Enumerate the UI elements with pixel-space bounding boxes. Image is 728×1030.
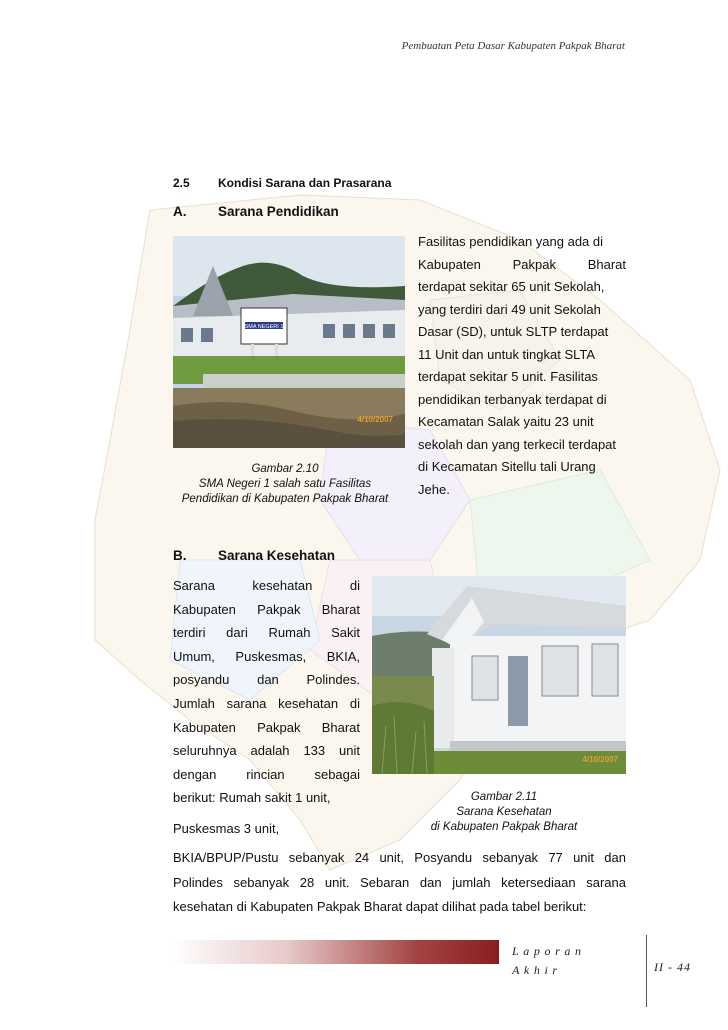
paragraph-line: terdiri dari Rumah Sakit [173, 625, 360, 641]
health-paragraph-tail [173, 818, 360, 841]
health-photo-date: 4/10/2007 [582, 755, 618, 764]
page-number: II - 44 [654, 960, 691, 974]
paragraph-line: Kabupaten Pakpak Bharat [173, 719, 360, 735]
section-title: Kondisi Sarana dan Prasarana [218, 176, 392, 190]
paragraph-line: terdapat sekitar 65 unit Sekolah, [418, 279, 605, 294]
subsection-b-letter: B. [173, 548, 187, 563]
paragraph-line: dengan rincian sebagai [173, 766, 360, 782]
figure-2-11-caption [410, 790, 598, 835]
footer-report-title: Laporan Akhir [512, 944, 586, 977]
running-header: Pembuatan Peta Dasar Kabupaten Pakpak Bharat [401, 40, 625, 52]
health-summary-paragraph: BKIA/BPUP/Pustu sebanyak 24 unit, Posyandu sebanyak 77 unit dan Polindes sebanyak 28 unit. Sebaran dan jumlah ketersediaan sarana kesehatan di Kabupaten Pakpak Bharat dapat dilihat pada tabel berikut: [173, 850, 626, 914]
caption-line: Pendidikan di Kabupaten Pakpak Bharat [181, 493, 389, 505]
caption-line: Gambar 2.10 [251, 463, 319, 475]
subsection-a-heading [173, 204, 339, 219]
paragraph-line: berikut: Rumah sakit 1 unit, [173, 790, 331, 806]
paragraph-line: Kecamatan Salak yaitu 23 unit [418, 414, 594, 429]
paragraph-line: Umum, Puskesmas, BKIA, [173, 648, 360, 664]
paragraph-line: seluruhnya adalah 133 unit [173, 743, 360, 759]
paragraph-line: pendidikan terbanyak terdapat di [418, 391, 607, 407]
subsection-a-letter: A. [173, 204, 187, 219]
paragraph-line: di Kecamatan Sitellu tali Urang [418, 459, 596, 474]
paragraph-line: Jehe. [418, 481, 450, 497]
paragraph-line: Sarana kesehatan di [173, 578, 360, 593]
paragraph-line: posyandu dan Polindes. [173, 672, 360, 688]
subsection-b-title: Sarana Kesehatan [218, 548, 336, 563]
school-photo [173, 236, 405, 448]
health-facility-photo [372, 576, 626, 774]
caption-line: Sarana Kesehatan [456, 806, 552, 818]
paragraph-line: Fasilitas pendidikan yang ada di [418, 234, 604, 249]
paragraph-line: yang terdiri dari 49 unit Sekolah [418, 301, 601, 317]
health-paragraph [173, 574, 360, 810]
caption-line: Gambar 2.11 [470, 791, 538, 803]
paragraph-line: Kabupaten Pakpak Bharat [418, 256, 626, 272]
subsection-a-title: Sarana Pendidikan [218, 204, 339, 219]
section-heading [173, 176, 391, 190]
paragraph-line: Dasar (SD), untuk SLTP terdapat [418, 324, 609, 339]
caption-line: SMA Negeri 1 salah satu Fasilitas [198, 478, 372, 490]
education-paragraph [418, 231, 626, 501]
paragraph-line: terdapat sekitar 5 unit. Fasilitas [418, 369, 598, 384]
paragraph-line: Kabupaten Pakpak Bharat [173, 601, 360, 617]
subsection-b-heading [173, 548, 335, 563]
caption-line: di Kabupaten Pakpak Bharat [430, 821, 578, 833]
paragraph-line: Puskesmas 3 unit, [173, 821, 280, 836]
school-sign-text: SMA NEGERI 1 [244, 324, 284, 330]
footer-gradient-bar [173, 940, 499, 964]
figure-2-10-caption [172, 462, 398, 507]
paragraph-line: Jumlah sarana kesehatan di [173, 695, 360, 711]
section-number: 2.5 [173, 176, 190, 190]
paragraph-line: 11 Unit dan untuk tingkat SLTA [418, 346, 596, 362]
school-photo-date: 4/10/2007 [357, 415, 393, 424]
footer-divider [646, 935, 647, 1007]
paragraph-line: sekolah dan yang terkecil terdapat [418, 436, 617, 452]
